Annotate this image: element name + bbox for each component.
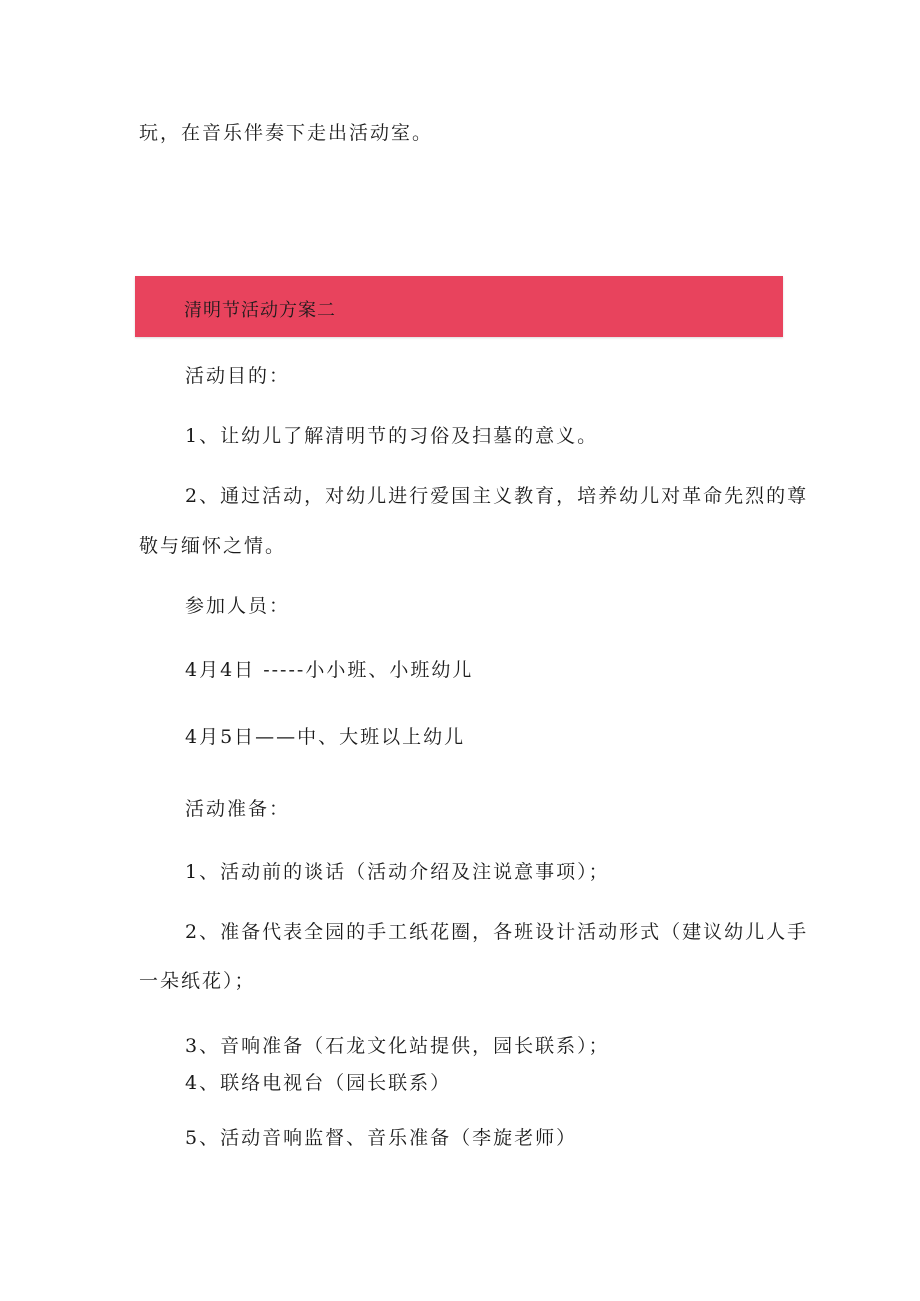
continuation-text: 玩，在音乐伴奏下走出活动室。 bbox=[139, 122, 434, 144]
prep-item-1: 1、活动前的谈话（活动介绍及注说意事项）； bbox=[185, 861, 610, 883]
prep-heading: 活动准备： bbox=[185, 798, 291, 820]
prep-item-3: 3、音响准备（石龙文化站提供，园长联系）； bbox=[185, 1035, 610, 1057]
section-banner bbox=[135, 276, 783, 337]
participants-item-1: 4月4日 -----小小班、小班幼儿 bbox=[185, 659, 474, 681]
prep-item-2-line2: 一朵纸花）； bbox=[139, 970, 256, 992]
purpose-item-2-line1: 2、通过活动，对幼儿进行爱国主义教育，培养幼儿对革命先烈的尊 bbox=[185, 485, 809, 507]
prep-item-2-line1: 2、准备代表全园的手工纸花圈，各班设计活动形式（建议幼儿人手 bbox=[185, 921, 809, 943]
prep-item-5: 5、活动音响监督、音乐准备（李旋老师） bbox=[185, 1127, 578, 1149]
purpose-item-2-line2: 敬与缅怀之情。 bbox=[139, 535, 287, 557]
participants-heading: 参加人员： bbox=[185, 595, 291, 617]
purpose-item-1: 1、让幼儿了解清明节的习俗及扫墓的意义。 bbox=[185, 425, 599, 447]
prep-item-4: 4、联络电视台（园长联系） bbox=[185, 1072, 452, 1094]
purpose-heading: 活动目的： bbox=[185, 365, 291, 387]
section-title: 清明节活动方案二 bbox=[184, 300, 336, 321]
participants-item-2: 4月5日——中、大班以上幼儿 bbox=[185, 726, 466, 748]
